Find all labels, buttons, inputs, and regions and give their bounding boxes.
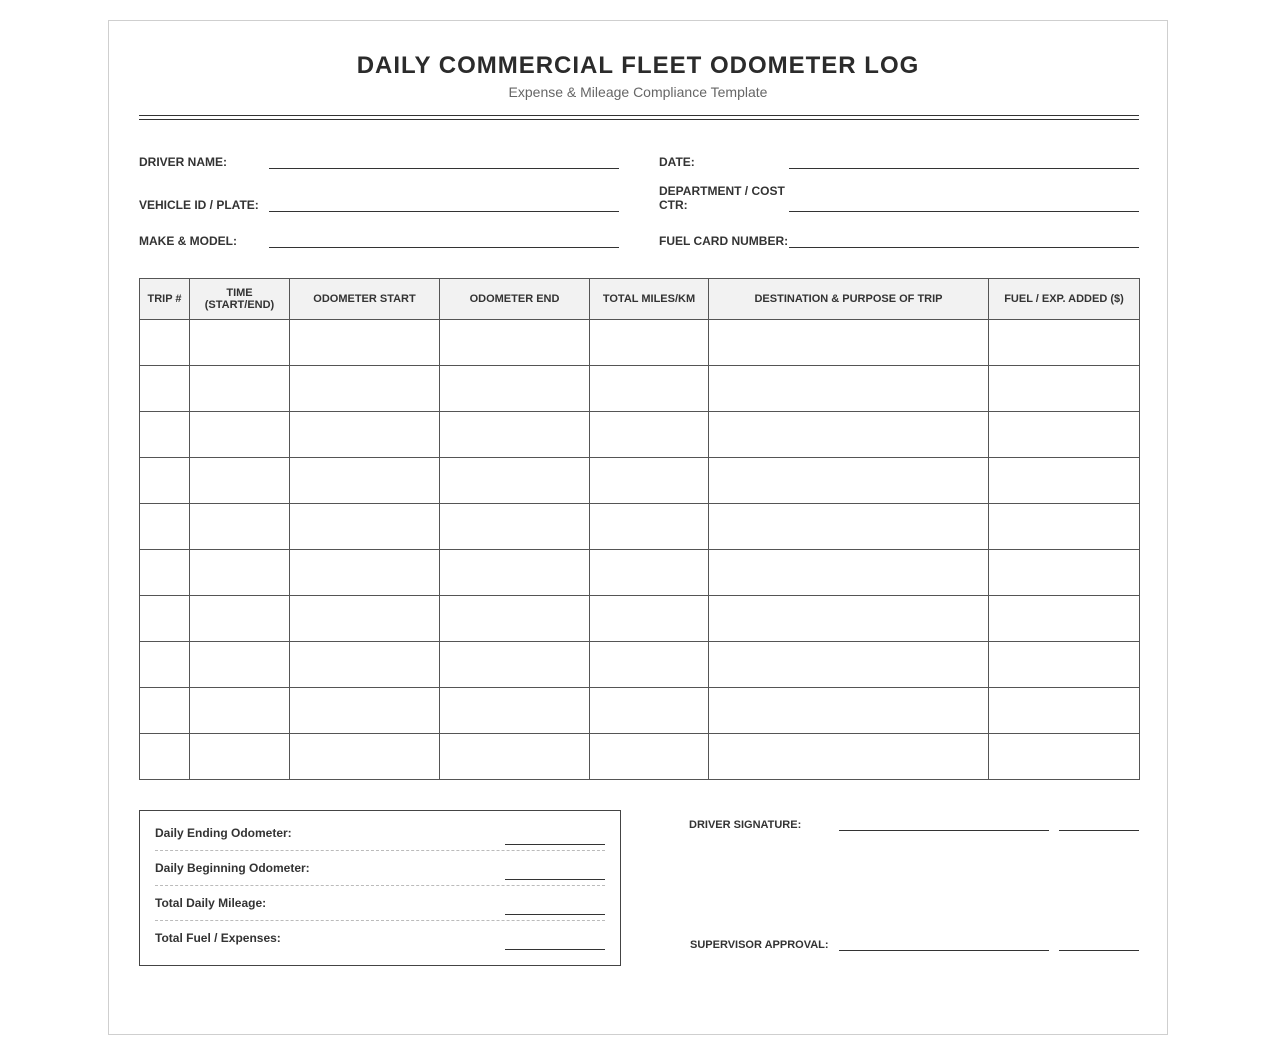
table-cell[interactable] bbox=[140, 734, 190, 780]
table-cell[interactable] bbox=[190, 412, 290, 458]
page-title: DAILY COMMERCIAL FLEET ODOMETER LOG bbox=[356, 52, 920, 79]
table-body bbox=[140, 320, 1140, 780]
driver-name-field[interactable] bbox=[269, 168, 619, 169]
table-cell[interactable] bbox=[590, 412, 709, 458]
table-cell[interactable] bbox=[989, 688, 1140, 734]
table-row bbox=[140, 596, 1140, 642]
table-cell[interactable] bbox=[290, 734, 440, 780]
table-cell[interactable] bbox=[290, 642, 440, 688]
table-cell[interactable] bbox=[140, 642, 190, 688]
fuel-card-label: FUEL CARD NUMBER: bbox=[659, 234, 789, 248]
driver-name-label: DRIVER NAME: bbox=[139, 155, 228, 169]
table-cell[interactable] bbox=[140, 412, 190, 458]
table-cell[interactable] bbox=[590, 688, 709, 734]
table-cell[interactable] bbox=[190, 504, 290, 550]
table-cell[interactable] bbox=[440, 734, 590, 780]
page-subtitle: Expense & Mileage Compliance Template bbox=[508, 84, 768, 100]
summary-row-beginning bbox=[155, 853, 605, 888]
summary-row-fuel bbox=[155, 923, 605, 958]
daily-ending-field[interactable] bbox=[505, 844, 605, 845]
table-cell[interactable] bbox=[140, 366, 190, 412]
table-cell[interactable] bbox=[190, 642, 290, 688]
total-fuel-field[interactable] bbox=[505, 949, 605, 950]
vehicle-id-field[interactable] bbox=[269, 211, 619, 212]
table-cell[interactable] bbox=[709, 458, 989, 504]
department-label bbox=[659, 184, 785, 212]
table-cell[interactable] bbox=[709, 366, 989, 412]
table-cell[interactable] bbox=[290, 458, 440, 504]
summary-divider bbox=[155, 885, 605, 886]
table-cell[interactable] bbox=[989, 550, 1140, 596]
table-cell[interactable] bbox=[989, 504, 1140, 550]
table-cell[interactable] bbox=[290, 596, 440, 642]
supervisor-date-field[interactable] bbox=[1059, 950, 1139, 951]
summary-divider bbox=[155, 850, 605, 851]
header-odometer-end: ODOMETER END bbox=[440, 279, 590, 320]
table-cell[interactable] bbox=[590, 458, 709, 504]
driver-signature-date-field[interactable] bbox=[1059, 830, 1139, 831]
daily-beginning-label: Daily Beginning Odometer: bbox=[155, 861, 310, 875]
trip-log-table bbox=[139, 278, 1140, 780]
table-cell[interactable] bbox=[190, 734, 290, 780]
table-cell[interactable] bbox=[709, 412, 989, 458]
table-row bbox=[140, 366, 1140, 412]
table-row bbox=[140, 504, 1140, 550]
table-cell[interactable] bbox=[709, 688, 989, 734]
table-cell[interactable] bbox=[989, 366, 1140, 412]
daily-ending-label: Daily Ending Odometer: bbox=[155, 826, 292, 840]
table-cell[interactable] bbox=[440, 366, 590, 412]
table-cell[interactable] bbox=[590, 734, 709, 780]
table-cell[interactable] bbox=[290, 412, 440, 458]
table-row bbox=[140, 550, 1140, 596]
table-row bbox=[140, 734, 1140, 780]
table-cell[interactable] bbox=[709, 642, 989, 688]
summary-row-mileage bbox=[155, 888, 605, 923]
driver-signature-field[interactable] bbox=[839, 830, 1049, 831]
header-time bbox=[190, 279, 290, 320]
total-mileage-field[interactable] bbox=[505, 914, 605, 915]
table-row bbox=[140, 412, 1140, 458]
table-cell[interactable] bbox=[989, 412, 1140, 458]
table-cell[interactable] bbox=[709, 320, 989, 366]
daily-beginning-field[interactable] bbox=[505, 879, 605, 880]
driver-signature-label: DRIVER SIGNATURE: bbox=[689, 819, 802, 831]
total-mileage-label: Total Daily Mileage: bbox=[155, 896, 267, 910]
table-cell[interactable] bbox=[590, 596, 709, 642]
make-model-label: MAKE & MODEL: bbox=[139, 234, 237, 248]
table-cell[interactable] bbox=[290, 688, 440, 734]
table-cell[interactable] bbox=[989, 734, 1140, 780]
header-destination-purpose: DESTINATION & PURPOSE OF TRIP bbox=[709, 279, 989, 320]
department-label-line2: CTR: bbox=[659, 198, 688, 212]
header-total-miles: TOTAL MILES/KM bbox=[590, 279, 709, 320]
summary-divider bbox=[155, 920, 605, 921]
header-odometer-start: ODOMETER START bbox=[290, 279, 440, 320]
table-cell[interactable] bbox=[190, 320, 290, 366]
header-time-line2: (START/END) bbox=[204, 299, 275, 311]
table-cell[interactable] bbox=[190, 596, 290, 642]
header-divider bbox=[139, 115, 1139, 120]
table-cell[interactable] bbox=[989, 458, 1140, 504]
total-fuel-label: Total Fuel / Expenses: bbox=[155, 931, 281, 945]
table-header-row bbox=[140, 279, 1140, 320]
table-cell[interactable] bbox=[140, 320, 190, 366]
table-cell[interactable] bbox=[440, 550, 590, 596]
table-cell[interactable] bbox=[440, 642, 590, 688]
table-cell[interactable] bbox=[290, 320, 440, 366]
table-cell[interactable] bbox=[290, 504, 440, 550]
table-cell[interactable] bbox=[709, 550, 989, 596]
table-cell[interactable] bbox=[190, 550, 290, 596]
table-row bbox=[140, 458, 1140, 504]
table-cell[interactable] bbox=[440, 688, 590, 734]
table-cell[interactable] bbox=[989, 596, 1140, 642]
table-cell[interactable] bbox=[140, 688, 190, 734]
date-label: DATE: bbox=[659, 155, 695, 169]
table-row bbox=[140, 688, 1140, 734]
date-field[interactable] bbox=[789, 168, 1139, 169]
table-cell[interactable] bbox=[190, 458, 290, 504]
header-time-line1: TIME bbox=[226, 287, 253, 299]
log-sheet bbox=[108, 20, 1168, 1035]
table-cell[interactable] bbox=[590, 642, 709, 688]
table-cell[interactable] bbox=[440, 504, 590, 550]
table-cell[interactable] bbox=[290, 550, 440, 596]
table-cell[interactable] bbox=[190, 366, 290, 412]
fuel-card-field[interactable] bbox=[789, 247, 1139, 248]
table-cell[interactable] bbox=[440, 320, 590, 366]
supervisor-signature-field[interactable] bbox=[839, 950, 1049, 951]
department-label-line1: DEPARTMENT / COST bbox=[659, 184, 785, 198]
table-cell[interactable] bbox=[989, 642, 1140, 688]
table-cell[interactable] bbox=[290, 366, 440, 412]
table-cell[interactable] bbox=[190, 688, 290, 734]
table-cell[interactable] bbox=[709, 596, 989, 642]
table-cell[interactable] bbox=[709, 734, 989, 780]
header-fuel-expense: FUEL / EXP. ADDED ($) bbox=[989, 279, 1140, 320]
table-cell[interactable] bbox=[590, 320, 709, 366]
table-cell[interactable] bbox=[140, 596, 190, 642]
table-cell[interactable] bbox=[709, 504, 989, 550]
daily-summary-box bbox=[139, 810, 621, 966]
table-cell[interactable] bbox=[140, 550, 190, 596]
table-cell[interactable] bbox=[590, 366, 709, 412]
department-field[interactable] bbox=[789, 211, 1139, 212]
table-cell[interactable] bbox=[440, 458, 590, 504]
table-cell[interactable] bbox=[140, 458, 190, 504]
vehicle-id-label: VEHICLE ID / PLATE: bbox=[139, 198, 259, 212]
table-row bbox=[140, 320, 1140, 366]
table-cell[interactable] bbox=[590, 550, 709, 596]
table-cell[interactable] bbox=[440, 596, 590, 642]
header-trip-number: TRIP # bbox=[140, 279, 190, 320]
table-cell[interactable] bbox=[440, 412, 590, 458]
table-row bbox=[140, 642, 1140, 688]
table-cell[interactable] bbox=[989, 320, 1140, 366]
make-model-field[interactable] bbox=[269, 247, 619, 248]
table-cell[interactable] bbox=[140, 504, 190, 550]
supervisor-approval-label: SUPERVISOR APPROVAL: bbox=[690, 939, 829, 951]
table-cell[interactable] bbox=[590, 504, 709, 550]
summary-row-ending bbox=[155, 818, 605, 853]
